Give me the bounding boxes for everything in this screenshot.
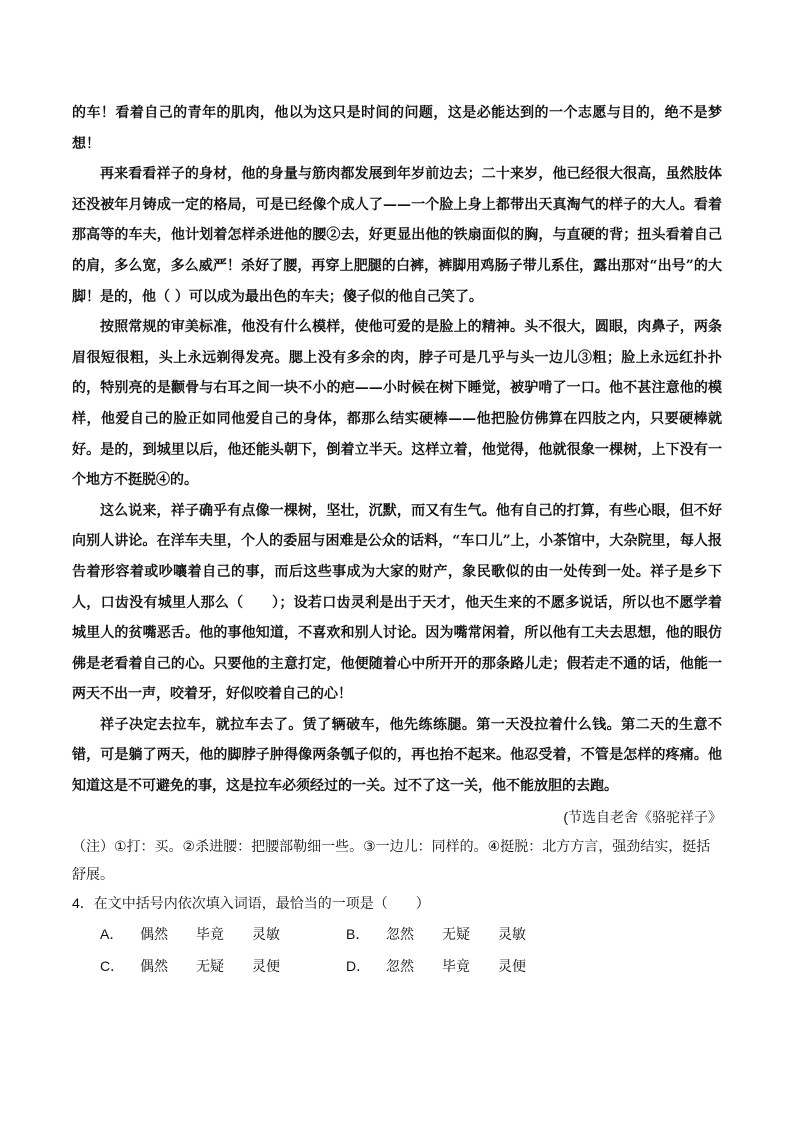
passage-paragraph-character: 这么说来，祥子确乎有点像一棵树，坚壮，沉默，而又有生气。他有自己的打算，有些心眼，但不好向别人讲论。在洋车夫里，个人的委屈与困难是公众的话料，“车口儿”上，小茶馆中，大杂院里，每人报告着形容着或吵嚷着自己的事，而后这些事成为大家的财产，象民歌似的由一处传到一处。祥子是乡下人，口齿没有城里人那么（ ）；设若口齿灵利是出于天才，他天生来的不愿多说话，所以也不愿学着城里人的贫嘴恶舌。他的事他知道，不喜欢和别人讨论。因为嘴常闲着，所以他有工夫去思想，他的眼仿佛是老看着自己的心。只要他的主意打定，他便随着心中所开开的那条路儿走；假若走不通的话，他能一两天不出一声，咬着牙，好似咬着自己的心！ <box>72 502 722 703</box>
option-letter: B． <box>346 925 370 942</box>
option-letter: D． <box>346 957 371 974</box>
passage-paragraph-continuation: 的车！看着自己的青年的肌肉，他以为这只是时间的问题，这是必能达到的一个志愿与目的，绝不是梦想！ <box>72 105 722 152</box>
option-word: 毕竟 <box>196 925 224 942</box>
options-row-2 <box>100 950 722 982</box>
option-word: 灵便 <box>498 957 526 974</box>
option-letter: C． <box>100 957 125 974</box>
option-word: 忽然 <box>386 925 414 942</box>
options-row-1 <box>100 918 722 950</box>
option-letter: A． <box>100 925 124 942</box>
option-word: 偶然 <box>140 925 168 942</box>
option-word: 忽然 <box>386 957 414 974</box>
option-a[interactable] <box>100 918 346 950</box>
passage-paragraph-body-shape: 再来看看祥子的身材，他的身量与筋肉都发展到年岁前边去；二十来岁，他已经很大很高，虽然肢体还没被年月铸成一定的格局，可是已经像个成人了——一个脸上身上都带出天真淘气的样子的大人。看着那高等的车夫，他计划着怎样杀进他的腰②去，好更显出他的铁扇面似的胸，与直硬的背；扭头看着自己的肩，多么宽，多么威严！杀好了腰，再穿上肥腿的白裤，裤脚用鸡肠子带儿系住，露出那对“出号”的大脚！是的，他（ ）可以成为最出色的车夫；傻子似的他自己笑了。 <box>72 166 722 305</box>
passage-source: (节选自老舍《骆驼祥子》 <box>563 808 722 825</box>
option-c[interactable] <box>100 950 346 982</box>
passage-paragraph-pulling-cart: 祥子决定去拉车，就拉车去了。赁了辆破车，他先练练腿。第一天没拉着什么钱。第二天的生意不错，可是躺了两天，他的脚脖子肿得像两条瓠子似的，再也抬不起来。他忍受着，不管是怎样的疼痛。他知道这是不可避免的事，这是拉车必须经过的一关。过不了这一关，他不能放胆的去跑。 <box>72 716 722 795</box>
option-word: 无疑 <box>442 925 470 942</box>
option-word: 灵敏 <box>498 925 526 942</box>
option-word: 灵敏 <box>252 925 280 942</box>
option-word: 灵便 <box>252 957 280 974</box>
document-page <box>72 98 722 982</box>
question-stem: 4．在文中括号内依次填入词语，最恰当的一项是（ ） <box>72 894 430 911</box>
answer-options <box>100 918 722 982</box>
option-word: 无疑 <box>196 957 224 974</box>
annotation-note-line-2: 舒展。 <box>72 865 114 882</box>
annotation-note-line-1: （注）①打：买。②杀进腰：把腰部勒细一些。③一边儿：同样的。④挺脱：北方方言，强劲结实，挺括 <box>72 837 711 854</box>
option-d[interactable] <box>346 950 592 982</box>
option-word: 偶然 <box>140 957 168 974</box>
option-b[interactable] <box>346 918 592 950</box>
passage-paragraph-appearance: 按照常规的审美标准，他没有什么模样，使他可爱的是脸上的精神。头不很大，圆眼，肉鼻子，两条眉很短很粗，头上永远剃得发亮。腮上没有多余的肉，脖子可是几乎与头一边儿③粗；脸上永远红扑扑的，特别亮的是颧骨与右耳之间一块不小的疤——小时候在树下睡觉，被驴啃了一口。他不甚注意他的模样，他爱自己的脸正如同他爱自己的身体，都那么结实硬棒——他把脸仿佛算在四肢之内，只要硬棒就好。是的，到城里以后，他还能头朝下，倒着立半天。这样立着，他觉得，他就很象一棵树，上下没有一个地方不挺脱④的。 <box>72 319 722 489</box>
option-word: 毕竟 <box>442 957 470 974</box>
